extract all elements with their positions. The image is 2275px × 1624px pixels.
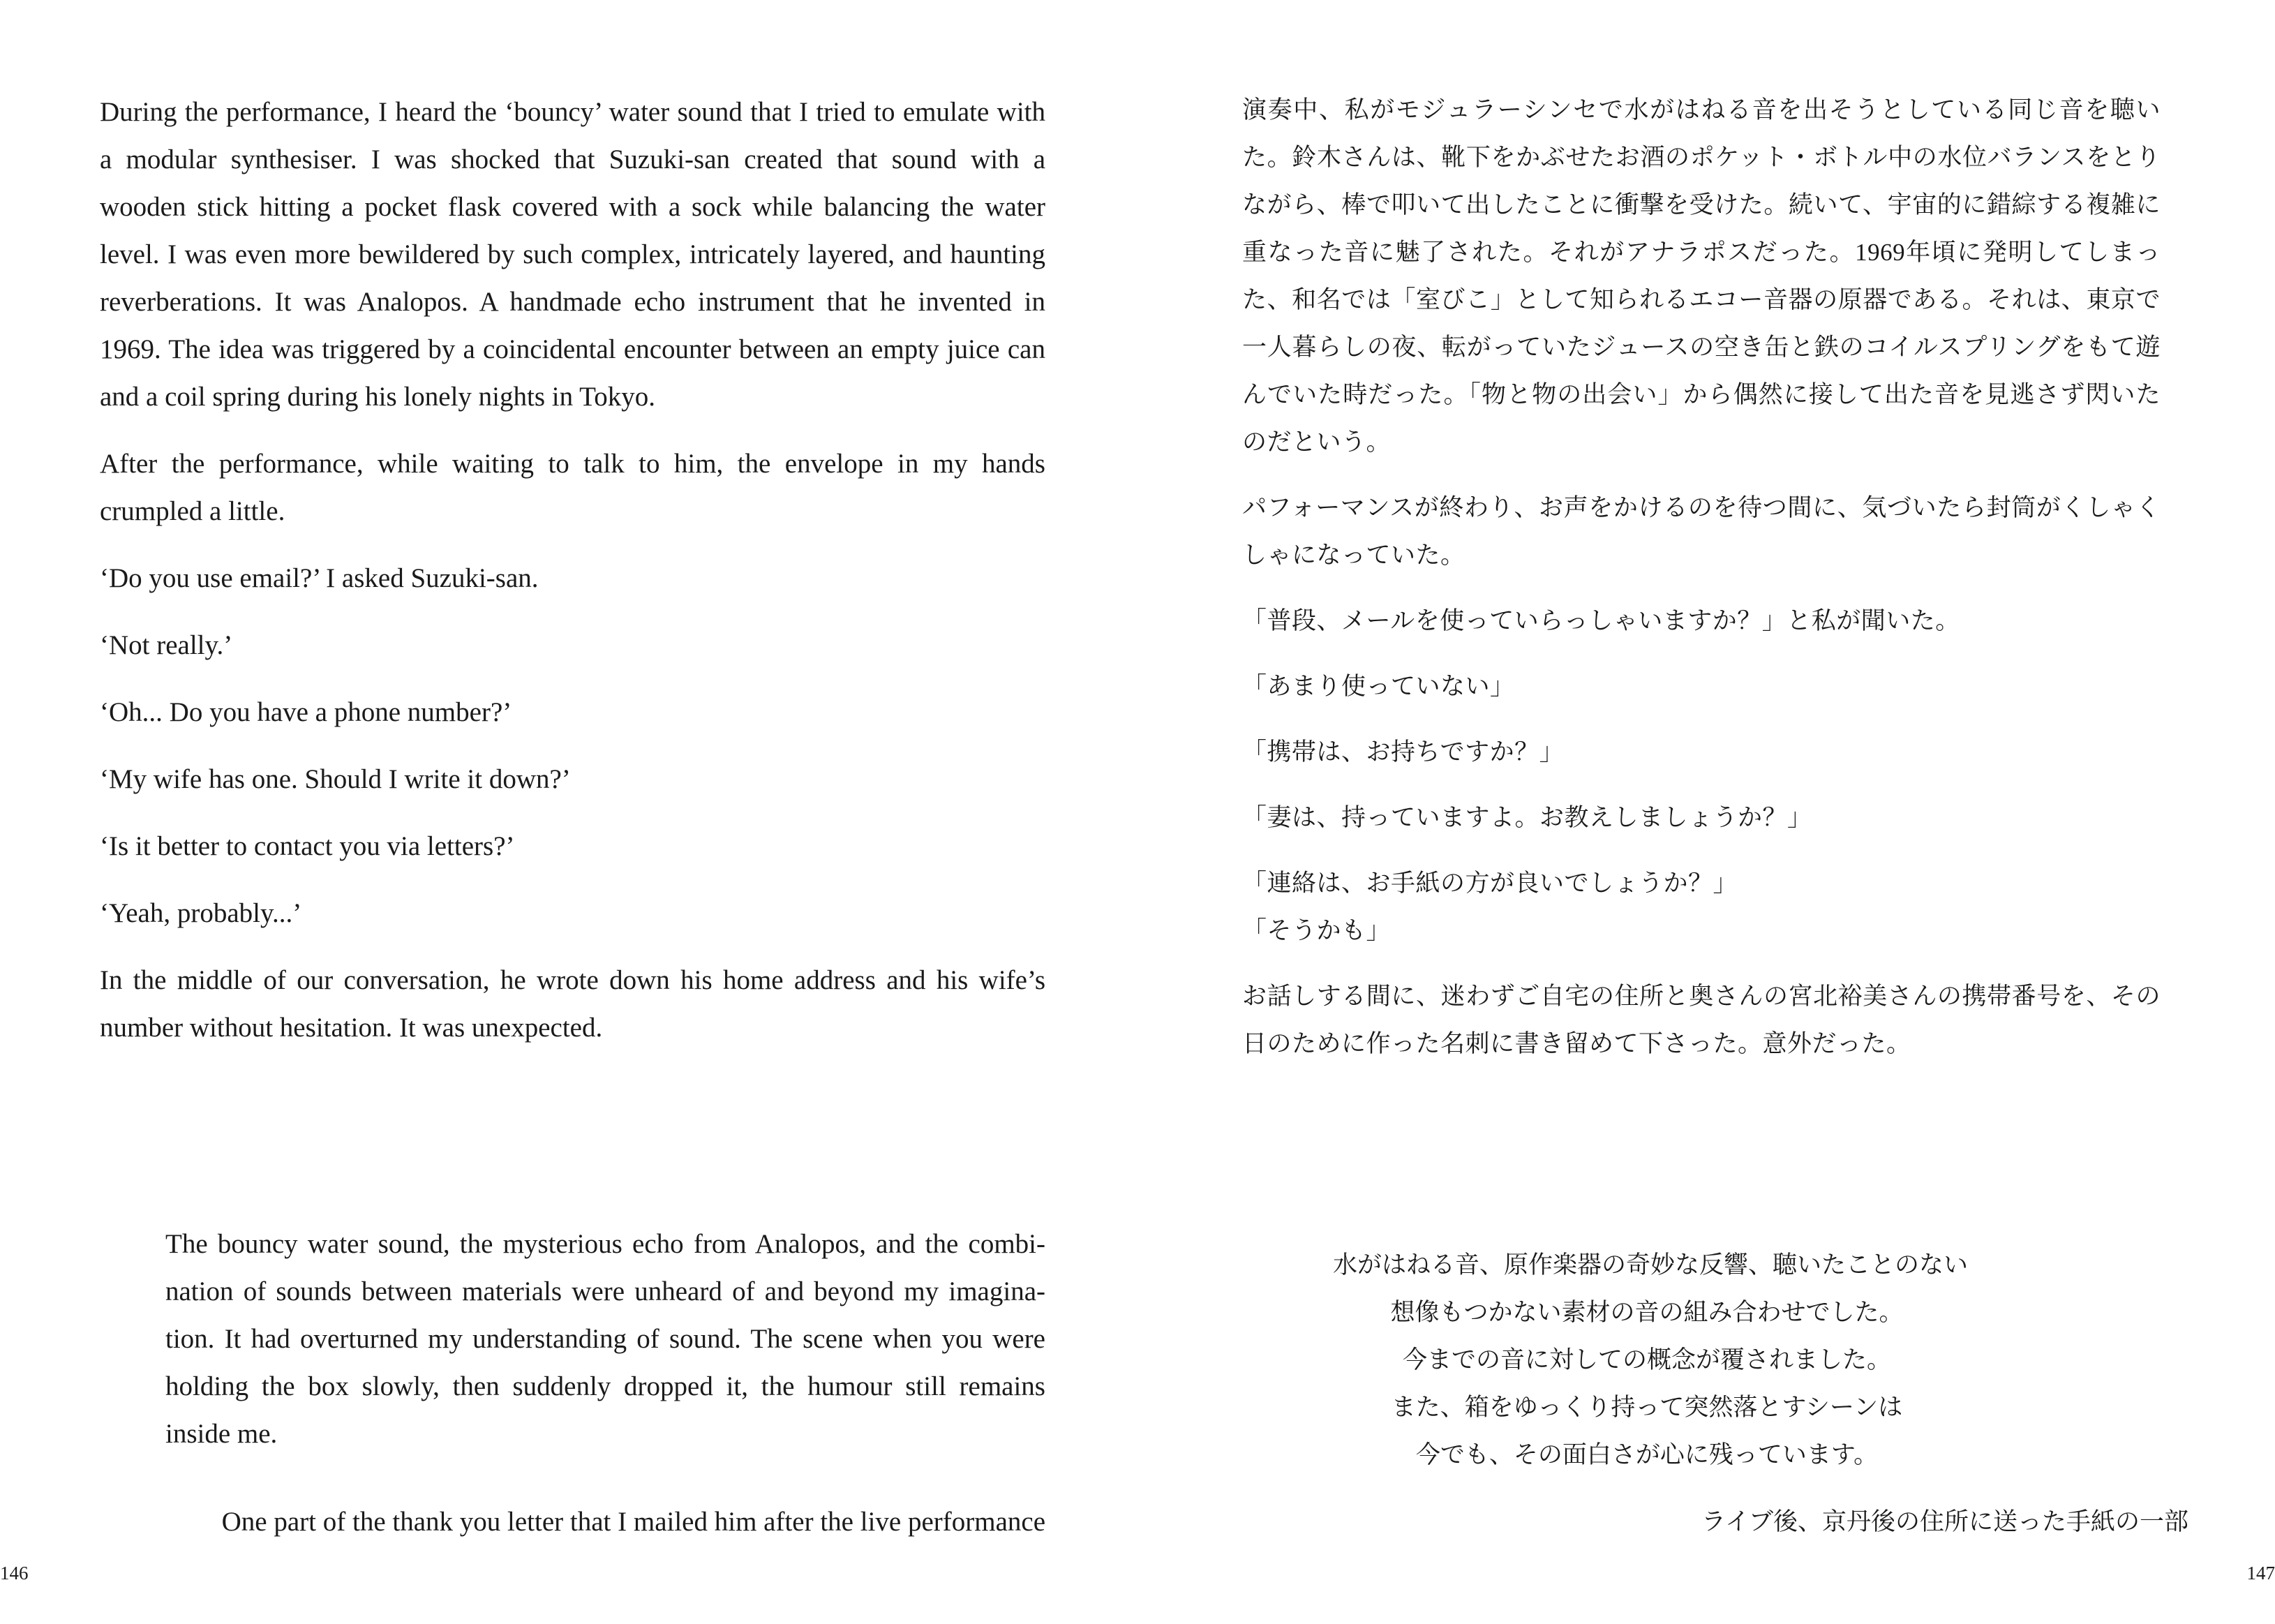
dialogue-line: ‘Yeah, probably...’ bbox=[100, 898, 302, 928]
dialogue-line-ja: 「普段、メールを使っていらっしゃいますか？」と私が聞いた。 bbox=[1242, 607, 1960, 634]
quote-line: 水がはねる音、原作楽器の奇妙な反響、聴いたことのない bbox=[1333, 1251, 1969, 1279]
dialogue-line: ‘Not really.’ bbox=[100, 630, 233, 660]
dialogue-line: ‘My wife has one. Should I write it down?’ bbox=[100, 764, 571, 794]
letter-caption-japanese: ライブ後、京丹後の住所に送った手紙の一部 bbox=[1701, 1508, 2188, 1535]
dialogue-line-ja: 「携帯は、お持ちですか？」 bbox=[1242, 738, 1565, 766]
quote-line: 想像もつかない素材の音の組み合わせでした。 bbox=[1390, 1299, 1904, 1326]
paragraph-performance-ja: 演奏中、私がモジュラーシンセで水がはねる音を出そうとしている同じ音を聴いた。鈴木さんは、靴下をかぶせたお酒のポケット・ボトル中の水位バランスをとりながら、棒で叩いて出したことに衝撃を受けた。続いて、宇宙的に錯綜する複雑に重なった音に魅了された。それがアナラポスだった。1969年頃に発明してしまった、和名では「室びこ」として知られるエコー音器の原器である。それは、東京で一人暮らしの夜、転がっていたジュースの空き缶と鉄のコイルスプリングをもて遊んでいた時だった。「物と物の出会い」から偶然に接して出た音を見逃さず閃いたのだという。 bbox=[1242, 96, 2161, 456]
quote-line: 今までの音に対しての概念が覆されました。 bbox=[1402, 1346, 1891, 1373]
dialogue-line: ‘Oh... Do you have a phone number?’ bbox=[100, 697, 512, 727]
page-number-left: 146 bbox=[0, 1563, 29, 1584]
paragraph-envelope-ja: パフォーマンスが終わり、お声をかけるのを待つ間に、気づいたら封筒がくしゃくしゃになっていた。 bbox=[1242, 494, 2161, 569]
dialogue-line-ja: 「そうかも」 bbox=[1242, 917, 1392, 944]
paragraph-envelope: After the performance, while waiting to talk to him, the envelope in my hands crumpled a little. bbox=[100, 449, 1045, 526]
letter-quote-japanese bbox=[1333, 1242, 1969, 1479]
letter-caption-english: One part of the thank you letter that I mailed him after the live performance bbox=[221, 1507, 1045, 1537]
paragraph-address: In the middle of our conversation, he wrote down his home address and his wife’s number without hesitation. It was unexpected. bbox=[100, 965, 1045, 1043]
japanese-body-text bbox=[1242, 87, 2161, 1086]
paragraph-performance: During the performance, I heard the ‘bouncy’ water sound that I tried to emulate with a modular synthesiser. I was shocked that Suzuki-san created that sound with a wooden stick hitting a pocket flask covered with a sock while balancing the water level. I was even more bewildered by such complex, intricately layered, and haunting reverberations. It was Analopos. A handmade echo instrument that he invented in 1969. The idea was triggered by a coincidental encounter between an empty juice can and a coil spring during his lonely nights in Tokyo. bbox=[100, 97, 1045, 412]
quote-line: 今でも、その面白さが心に残っています。 bbox=[1415, 1441, 1879, 1468]
dialogue-line: ‘Do you use email?’ I asked Suzuki-san. bbox=[100, 563, 539, 593]
right-page bbox=[1138, 0, 2275, 1624]
paragraph-address-ja: お話しする間に、迷わずご自宅の住所と奥さんの宮北裕美さんの携帯番号を、その日のために作った名刺に書き留めて下さった。意外だった。 bbox=[1242, 983, 2161, 1057]
dialogue-line: ‘Is it better to contact you via letters?’ bbox=[100, 831, 515, 861]
quote-line: また、箱をゆっくり持って突然落とすシーンは bbox=[1391, 1394, 1903, 1421]
page-number-right: 147 bbox=[2246, 1563, 2275, 1584]
dialogue-line-ja: 「妻は、持っていますよ。お教えしましょうか？」 bbox=[1242, 804, 1812, 831]
letter-quote-english: The bouncy water sound, the mysterious echo from Analopos, and the combination of sounds between materials were unheard of and beyond my imagination. It had overturned my understanding of sound. The scene when you were holding the box slowly, then suddenly dropped it, the humour still remains inside me. bbox=[165, 1229, 1045, 1449]
english-body-text bbox=[100, 89, 1045, 1071]
dialogue-line-ja: 「あまり使っていない」 bbox=[1242, 673, 1515, 700]
dialogue-line-ja: 「連絡は、お手紙の方が良いでしょうか？」 bbox=[1242, 870, 1738, 897]
